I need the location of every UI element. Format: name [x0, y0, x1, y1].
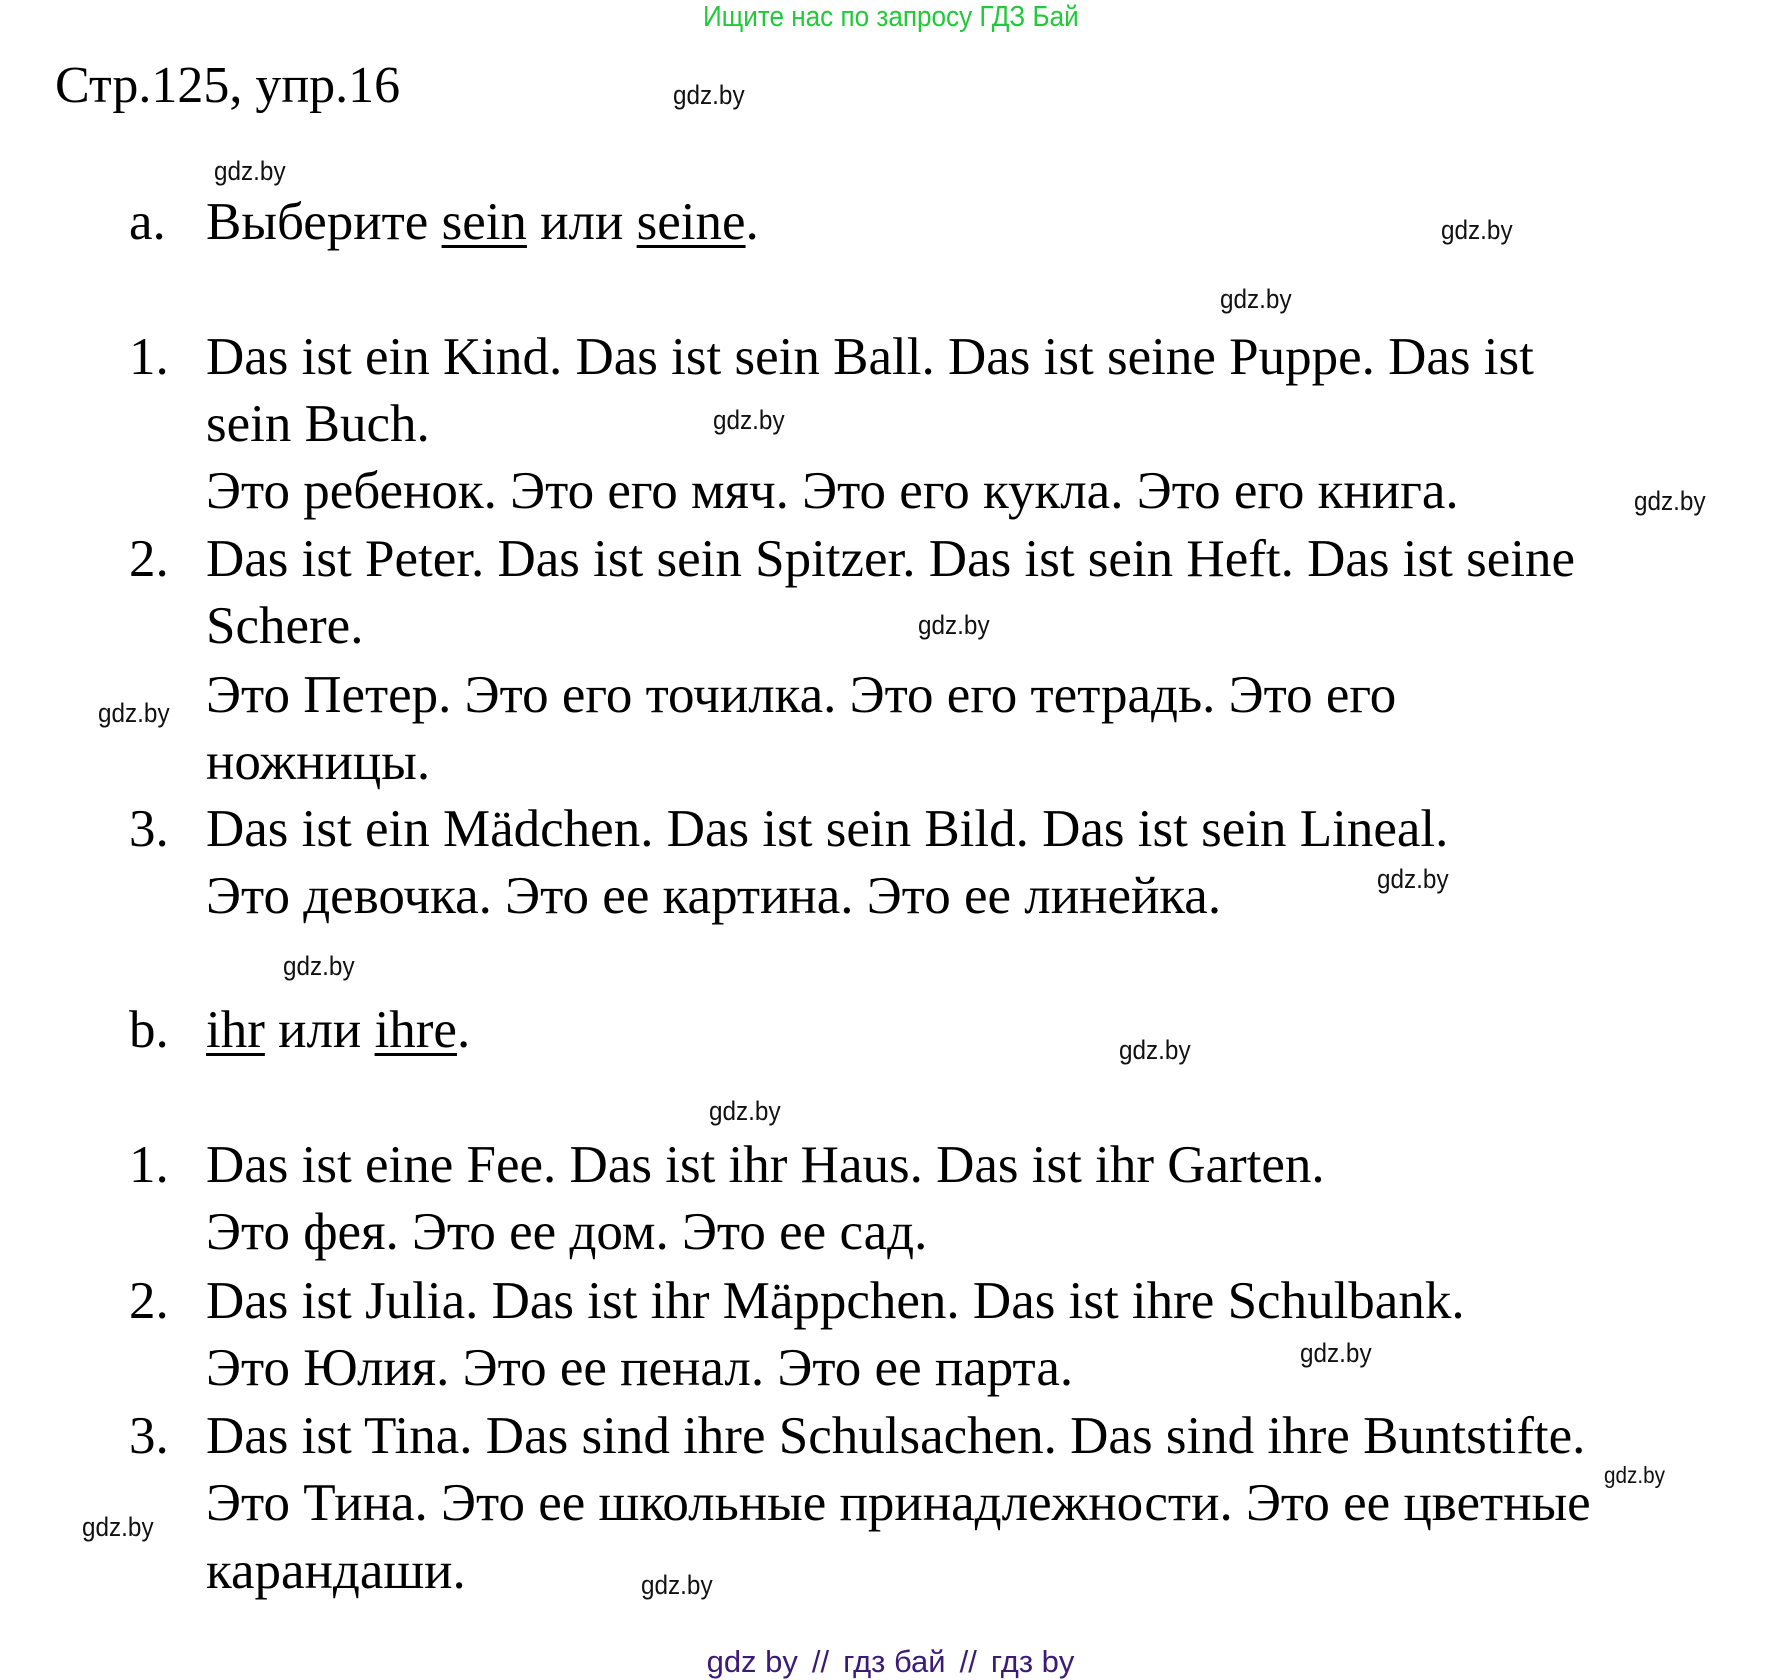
german-sentence: Das ist Peter. Das ist sein Spitzer. Das ist sein Heft. Das ist seine: [206, 530, 1575, 588]
footer-separator: //: [811, 1644, 830, 1679]
footer-part: гдз by: [990, 1644, 1075, 1679]
section-a-label: a.: [129, 193, 166, 251]
instruction-period: .: [456, 1001, 471, 1059]
watermark: gdz.by: [1377, 864, 1449, 894]
german-sentence: Das ist Julia. Das ist ihr Mäppchen. Das ist ihre Schulbank.: [206, 1272, 1465, 1330]
watermark: gdz.by: [1119, 1035, 1191, 1065]
german-sentence: Das ist eine Fee. Das ist ihr Haus. Das ist ihr Garten.: [206, 1136, 1325, 1194]
instruction-period: .: [745, 193, 759, 251]
option-ihr: ihr: [206, 1001, 265, 1059]
footer-watermark: [0, 1644, 1781, 1680]
item-number: 1.: [129, 1136, 169, 1194]
watermark: gdz.by: [918, 610, 990, 640]
watermark: gdz.by: [214, 156, 286, 186]
option-sein: sein: [441, 193, 527, 251]
watermark: gdz.by: [82, 1512, 154, 1542]
item-number: 3.: [129, 800, 169, 858]
promo-banner: Ищите нас по запросу ГДЗ Бай: [703, 1, 1079, 33]
russian-translation: Это Юлия. Это ее пенал. Это ее парта.: [206, 1339, 1074, 1397]
instruction-or: или: [526, 193, 637, 251]
russian-translation: ножницы.: [206, 733, 431, 791]
russian-translation: Это Тина. Это ее школьные принадлежности. Это ее цветные: [206, 1474, 1591, 1532]
watermark: gdz.by: [673, 80, 745, 110]
watermark: gdz.by: [1300, 1338, 1372, 1368]
footer-part: гдз бай: [843, 1644, 946, 1679]
german-sentence: Schere.: [206, 597, 364, 655]
russian-translation: карандаши.: [206, 1542, 466, 1600]
page-title: Стр.125, упр.16: [55, 57, 401, 114]
german-sentence: Das ist ein Kind. Das ist sein Ball. Das ist seine Puppe. Das ist: [206, 328, 1534, 386]
item-number: 2.: [129, 1272, 169, 1330]
section-b-instruction: [206, 1000, 470, 1060]
section-b-label: b.: [129, 1001, 169, 1059]
german-sentence: sein Buch.: [206, 395, 430, 453]
watermark: gdz.by: [713, 405, 785, 435]
instruction-or: или: [264, 1001, 375, 1059]
footer-separator: //: [959, 1644, 977, 1679]
russian-translation: Это ребенок. Это его мяч. Это его кукла. Это его книга.: [206, 462, 1459, 520]
russian-translation: Это девочка. Это ее картина. Это ее линейка.: [206, 867, 1222, 925]
section-a-instruction: [206, 192, 759, 252]
watermark: gdz.by: [98, 698, 170, 728]
item-number: 2.: [129, 530, 169, 588]
footer-part: gdz by: [706, 1644, 798, 1679]
watermark: gdz.by: [1441, 215, 1513, 245]
watermark: gdz.by: [641, 1570, 713, 1600]
german-sentence: Das ist Tina. Das sind ihre Schulsachen. Das sind ihre Buntstifte.: [206, 1407, 1586, 1465]
russian-translation: Это Петер. Это его точилка. Это его тетрадь. Это его: [206, 666, 1397, 724]
instruction-prefix: Выберите: [206, 193, 442, 251]
german-sentence: Das ist ein Mädchen. Das ist sein Bild. Das ist sein Lineal.: [206, 800, 1449, 858]
option-ihre: ihre: [374, 1001, 457, 1059]
watermark: gdz.by: [1220, 284, 1292, 314]
option-seine: seine: [636, 193, 746, 251]
russian-translation: Это фея. Это ее дом. Это ее сад.: [206, 1203, 928, 1261]
watermark: gdz.by: [709, 1096, 781, 1126]
item-number: 3.: [129, 1407, 169, 1465]
item-number: 1.: [129, 328, 169, 386]
watermark: gdz.by: [1604, 1462, 1665, 1488]
watermark: gdz.by: [1634, 486, 1706, 516]
watermark: gdz.by: [283, 951, 355, 981]
